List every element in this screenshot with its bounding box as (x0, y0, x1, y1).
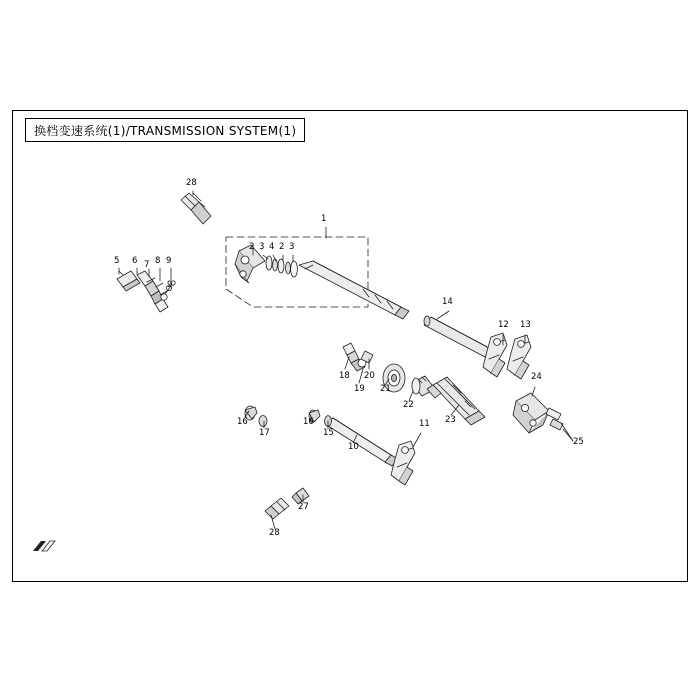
part-28-top (181, 193, 211, 224)
callout-18: 18 (339, 371, 350, 381)
callout-19: 19 (354, 384, 365, 394)
part-5 (117, 271, 140, 291)
part-28-bottom (265, 498, 289, 519)
callout-13: 13 (520, 320, 531, 330)
callout-3: 3 (259, 242, 265, 252)
part-13-fork (507, 335, 531, 379)
callout-16: 16 (237, 417, 248, 427)
callout-6: 6 (132, 256, 138, 266)
part-15-16-10-shaft (309, 410, 398, 466)
leader-18 (345, 357, 349, 369)
callout-23: 23 (445, 415, 456, 425)
diagram-frame (12, 110, 688, 582)
callout-4: 4 (269, 242, 275, 252)
part-11-fork (391, 441, 415, 485)
callout-27: 27 (298, 502, 309, 512)
leader-14 (437, 311, 449, 319)
callout-16b: 16 (303, 417, 314, 427)
callout-28b: 28 (269, 528, 280, 538)
callout-8: 8 (155, 256, 161, 266)
part-1-shift-shaft (235, 242, 409, 319)
callout-24: 24 (531, 372, 542, 382)
callout-20: 20 (364, 371, 375, 381)
callout-9b: 9 (167, 280, 173, 290)
callout-21: 21 (380, 384, 391, 394)
part-18-19-20 (343, 343, 373, 371)
callout-11: 11 (419, 419, 430, 429)
callout-5: 5 (114, 256, 120, 266)
callout-28: 28 (186, 178, 197, 188)
callout-15: 15 (323, 428, 334, 438)
callout-7: 7 (144, 260, 150, 270)
diagram-artwork (13, 111, 689, 583)
callout-3b: 3 (289, 242, 295, 252)
callout-14: 14 (442, 297, 453, 307)
callout-10: 10 (348, 442, 359, 452)
part-24-25-bracket (513, 393, 563, 433)
leader-25b (563, 429, 573, 441)
callout-9: 9 (166, 256, 172, 266)
part-23-shift-drum (427, 377, 485, 425)
callout-22: 22 (403, 400, 414, 410)
callout-2b: 2 (279, 242, 285, 252)
callout-2: 2 (249, 242, 255, 252)
callout-12: 12 (498, 320, 509, 330)
part-6-7-8-9 (137, 271, 175, 312)
callout-1: 1 (321, 214, 327, 224)
leader-11 (413, 433, 421, 447)
leader-19 (359, 369, 363, 383)
leader-24 (532, 387, 535, 396)
callout-17: 17 (259, 428, 270, 438)
diagram-title: 换档变速系统(1)/TRANSMISSION SYSTEM(1) (34, 123, 297, 138)
callout-25: 25 (573, 437, 584, 447)
